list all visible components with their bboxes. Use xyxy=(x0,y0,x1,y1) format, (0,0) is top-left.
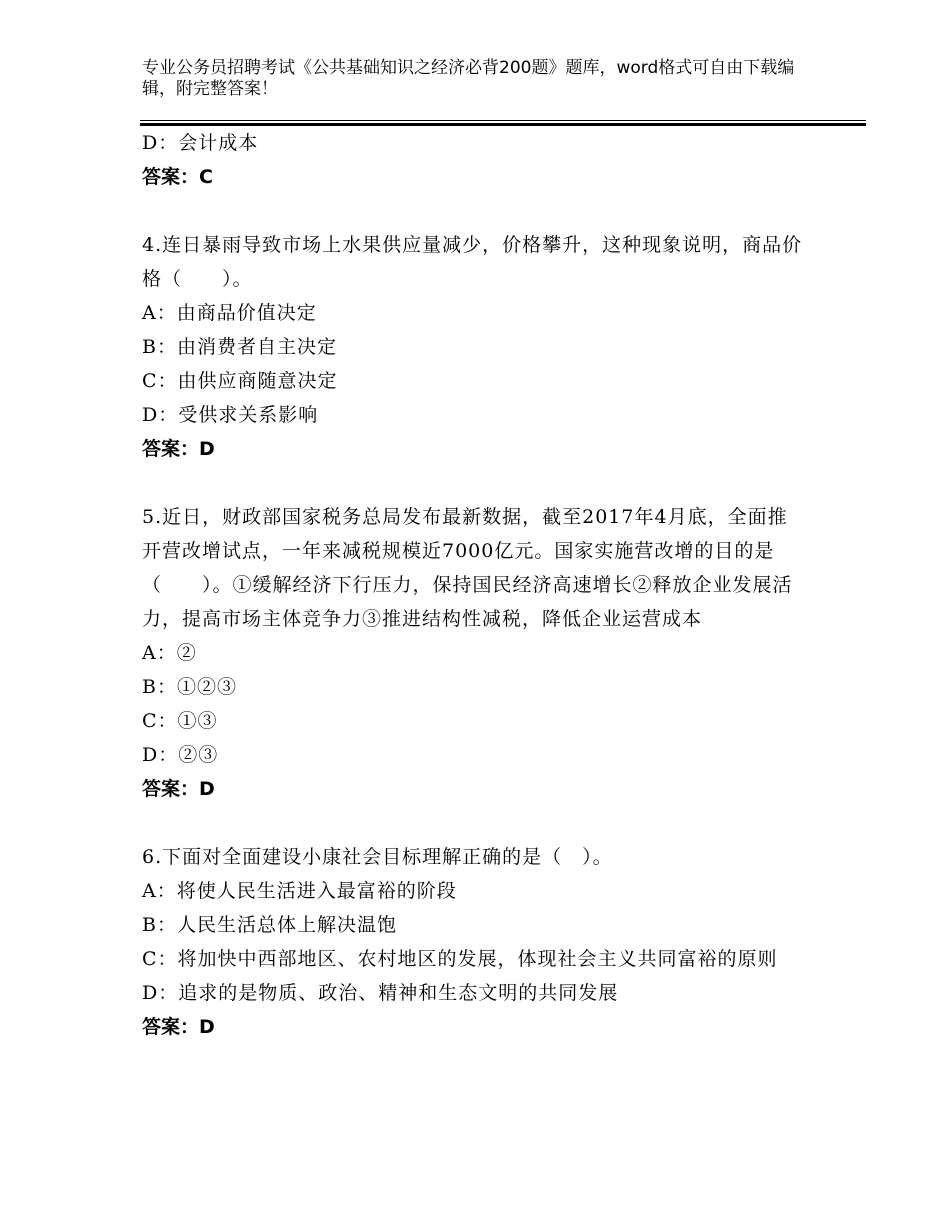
q3-answer: 答案：C xyxy=(142,166,213,188)
q6-option-b: B：人民生活总体上解决温饱 xyxy=(142,914,397,936)
q5-option-b: B：①②③ xyxy=(142,676,237,698)
q5-option-c: C：①③ xyxy=(142,710,218,732)
q5-option-d: D：②③ xyxy=(142,744,219,766)
spacer xyxy=(142,466,807,500)
q5-answer: 答案：D xyxy=(142,778,215,800)
q5-stem: 5.近日，财政部国家税务总局发布最新数据，截至2017年4月底，全面推开营改增试点，一年来减税规模近7000亿元。国家实施营改增的目的是（ ）。①缓解经济下行压力，保持国民经济高速增长②释放企业发展活力，提高市场主体竞争力③推进结构性减税，降低企业运营成本 xyxy=(142,506,793,630)
q3-option-d: D：会计成本 xyxy=(142,132,259,154)
q4-answer: 答案：D xyxy=(142,438,215,460)
q4-option-c: C：由供应商随意决定 xyxy=(142,370,338,392)
q6-option-a: A：将使人民生活进入最富裕的阶段 xyxy=(142,880,457,902)
q4-option-d: D：受供求关系影响 xyxy=(142,404,319,426)
q6-answer: 答案：D xyxy=(142,1016,215,1038)
q6-stem: 6.下面对全面建设小康社会目标理解正确的是（ ）。 xyxy=(142,846,613,868)
document-header: 专业公务员招聘考试《公共基础知识之经济必背200题》题库，word格式可自由下载编辑，附完整答案！ xyxy=(142,58,795,99)
q4-option-b: B：由消费者自主决定 xyxy=(142,336,337,358)
q4-stem: 4.连日暴雨导致市场上水果供应量减少，价格攀升，这种现象说明，商品价格（ ）。 xyxy=(142,234,803,290)
q5-option-a: A：② xyxy=(142,642,197,664)
question-content xyxy=(142,126,807,1044)
q4-option-a: A：由商品价值决定 xyxy=(142,302,317,324)
header-rule-thin xyxy=(140,120,866,121)
spacer xyxy=(142,194,807,228)
q6-option-d: D：追求的是物质、政治、精神和生态文明的共同发展 xyxy=(142,982,619,1004)
q6-option-c: C：将加快中西部地区、农村地区的发展，体现社会主义共同富裕的原则 xyxy=(142,948,778,970)
spacer xyxy=(142,806,807,840)
